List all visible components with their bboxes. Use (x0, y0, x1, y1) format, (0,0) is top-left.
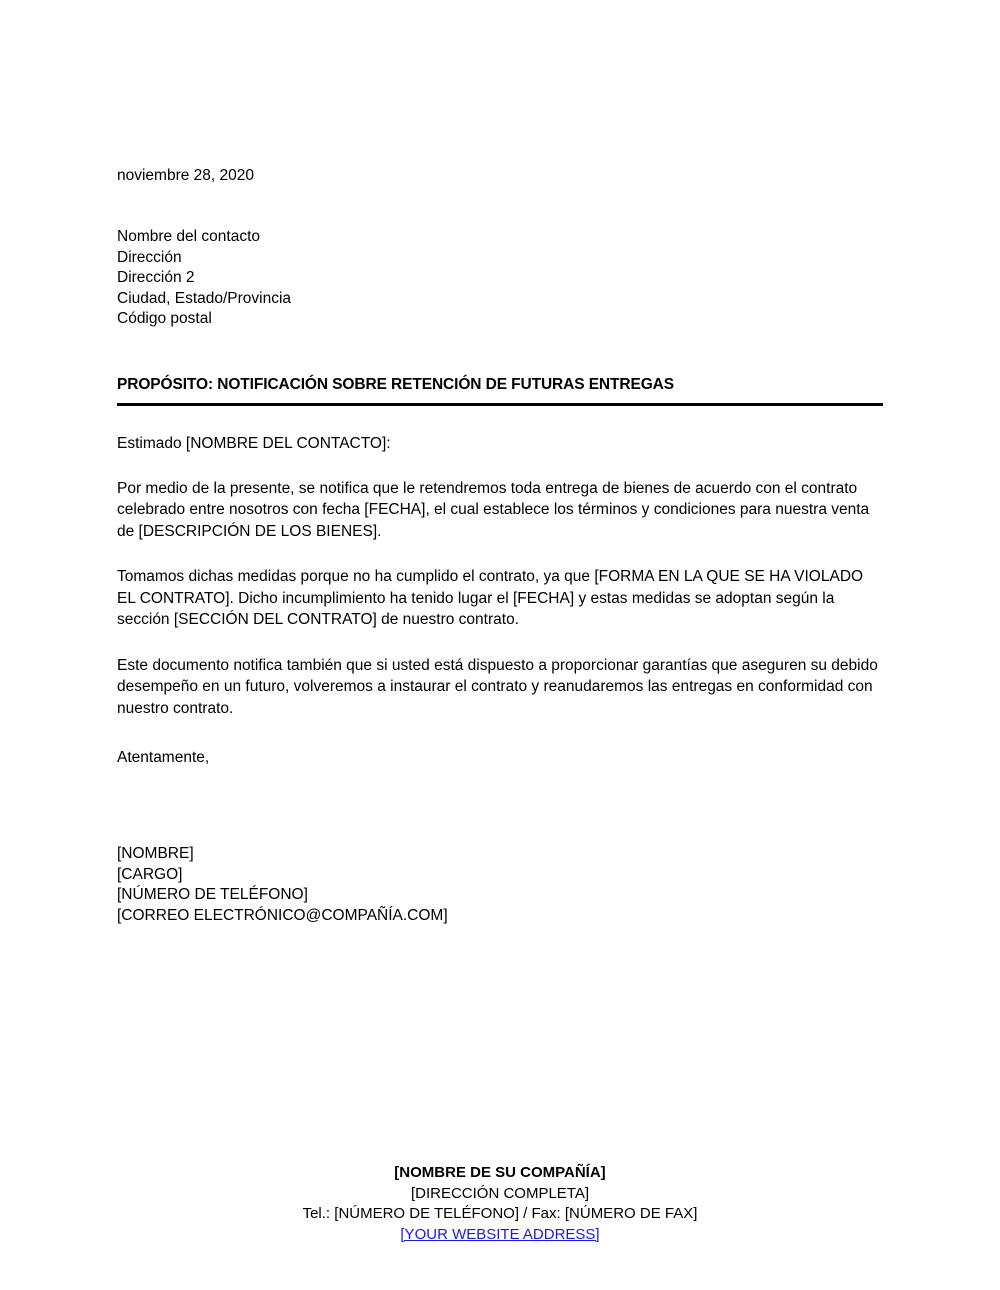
recipient-line-city-state: Ciudad, Estado/Provincia (117, 289, 292, 307)
letter-body (117, 165, 883, 926)
salutation: Estimado [NOMBRE DEL CONTACTO]: (117, 434, 391, 452)
letter-date: noviembre 28, 2020 (117, 167, 255, 184)
signature-email: [CORREO ELECTRÓNICO@COMPAÑÍA.COM] (117, 906, 448, 924)
page-footer (0, 1163, 1000, 1245)
recipient-line-address2: Dirección 2 (117, 269, 195, 286)
recipient-line-postal-code: Código postal (117, 310, 212, 327)
body-paragraph-3: Este documento notifica también que si usted está dispuesto a proporcionar garantías que aseguren su debido desempeño en un futuro, volveremos a instaurar el contrato y reanudaremos las entregas en conformidad con nuestro contrato. (117, 656, 878, 717)
subject-line: PROPÓSITO: NOTIFICACIÓN SOBRE RETENCIÓN DE FUTURAS ENTREGAS (117, 375, 675, 393)
footer-company-name: [NOMBRE DE SU COMPAÑÍA] (394, 1164, 606, 1181)
footer-website-link-row (0, 1225, 1000, 1246)
body-paragraph-2: Tomamos dichas medidas porque no ha cumplido el contrato, ya que [FORMA EN LA QUE SE HA VIOLADO EL CONTRATO]. Dicho incumplimiento ha tenido lugar el [FECHA] y estas medidas se adoptan según la sección [SECCIÓN DEL CONTRATO] de nuestro contrato. (117, 568, 864, 628)
subject-divider (117, 403, 883, 406)
body-paragraph-1: Por medio de la presente, se notifica que le retendremos toda entrega de bienes de acuerdo con el contrato celebrado entre nosotros con fecha [FECHA], el cual establece los términos y condiciones para nuestra venta de [DESCRIPCIÓN DE LOS BIENES]. (117, 479, 870, 540)
closing-salutation: Atentamente, (117, 749, 210, 766)
signature-block (117, 844, 883, 926)
footer-contact: Tel.: [NÚMERO DE TELÉFONO] / Fax: [NÚMERO DE FAX] (302, 1205, 698, 1222)
recipient-address-block (117, 227, 883, 330)
recipient-line-address1: Dirección (117, 248, 182, 266)
signature-title: [CARGO] (117, 865, 183, 883)
footer-address: [DIRECCIÓN COMPLETA] (410, 1184, 590, 1202)
signature-phone: [NÚMERO DE TELÉFONO] (117, 886, 308, 903)
signature-name: [NOMBRE] (117, 845, 194, 862)
recipient-line-name: Nombre del contacto (117, 228, 261, 245)
footer-website-link[interactable]: [YOUR WEBSITE ADDRESS] (400, 1225, 600, 1243)
